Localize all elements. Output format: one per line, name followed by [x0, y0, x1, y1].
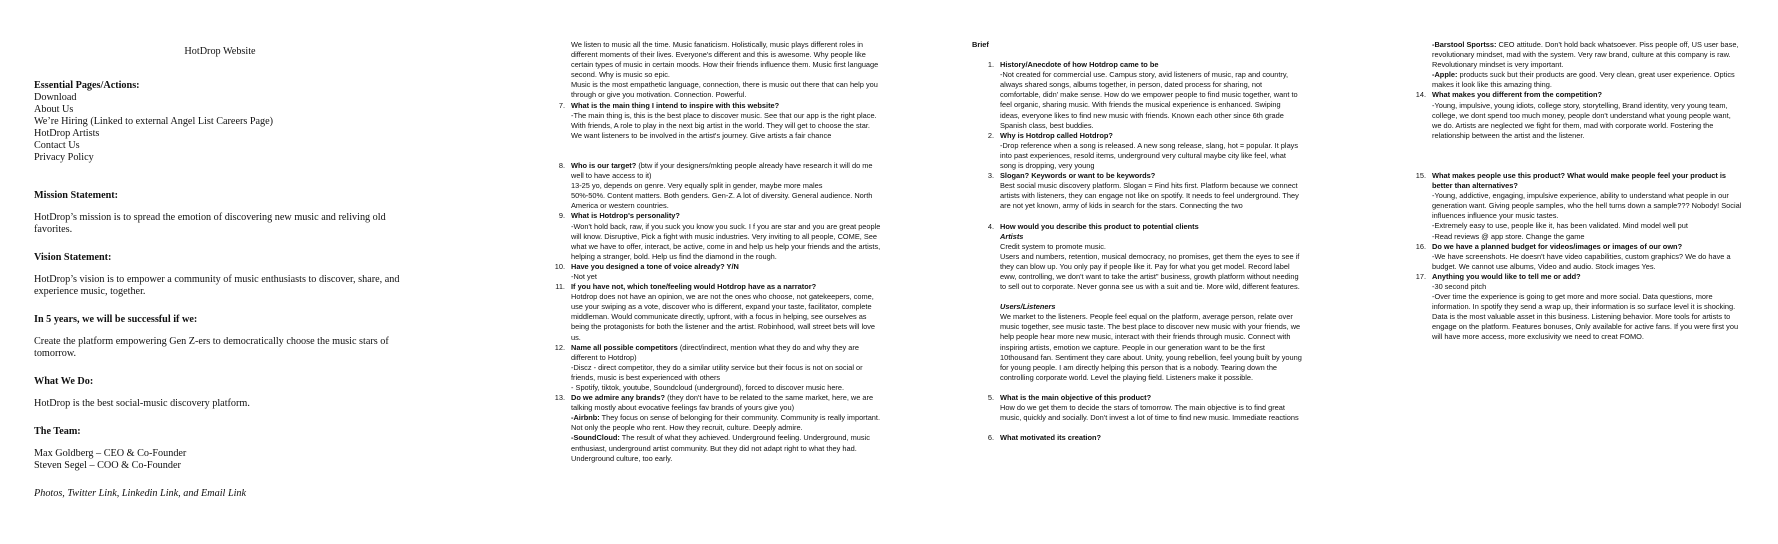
answer-text: -Won't hold back, raw, if you suck you know you suck. I f you are star and you are great people will know. Disruptive, Pick a fight with music industries. Very inviting to all people, COME, See what we have to offer, interact, be active, come in and help us help your friends and the artists, helping a stranger, bold. Help us find the diamond in the rough.: [571, 221, 881, 261]
essential-item: About Us: [34, 104, 74, 115]
question-6: 6. What motivated its creation?: [972, 433, 1302, 443]
question-text: History/Anecdote of how Hotdrop came to be: [1000, 60, 1159, 70]
question-13: 13. Do we admire any brands? (they don't have to be related to the same market, here, we are talking mostly about evocative feelings fav brands of yours give you) -Airbnb: They focus on sense of belonging for their community. Community is really important. Not only the people who rent. How they recruit, culture. Deeply admire. -SoundCloud: The result of what they achieved. Underground feeling. Underground, music enthusiast, underground artist community. But they did not adapt right to what they had. Underground culture, too early.: [554, 393, 881, 463]
question-15: 15. What makes people use this product? What would make people feel your product is better than alternatives? -Young, addictive, engaging, impulsive experience, ability to understand what people in our generation want. Giving people samples, who the hell turns down a sample??? Nobody! Social influences influence your music tastes. -Extremely easy to use, people like it, has been validated. Mind model well put -Read reviews @ app store. Change the game: [1415, 170, 1742, 241]
brand-apple: [1412, 70, 1742, 90]
brand-label: -SoundCloud:: [571, 433, 620, 443]
answer-text: -Young, addictive, engaging, impulsive experience, ability to understand what people in our generation want. Giving people samples, who the hell turns down a sample??? Nobody! Social influences influence your music tastes. -Extremely easy to use, people like it, has been validated. Mind model well put -Read reviews @ app store. Change the game: [1432, 191, 1742, 241]
artists-label: Artists: [1000, 231, 1024, 241]
question-text: Slogan? Keywords or want to be keywords?: [1000, 171, 1156, 181]
page-website-outline: [0, 0, 440, 544]
question-text: If you have not, which tone/feeling would Hotdrop have as a narrator?: [571, 282, 817, 292]
brand-label: -Apple:: [1432, 70, 1458, 80]
answer-text: Best social music discovery platform. Slogan = Find hits first. Platform because we connect artists with listeners, they can engage not like on spotify. It needs to feel underground. They are not yet known, army of kids in search for the stars. Connecting the two: [1000, 181, 1299, 211]
question-text: How would you describe this product to potential clients: [1000, 221, 1199, 231]
success-heading: In 5 years, we will be successful if we:: [34, 314, 198, 325]
answer-text: -Young, impulsive, young idiots, college story, storytelling, Brand identity, very young team, college, we dont spend too much money, people don't understand what young people want, we do. Artists are neglected we fight for them, mad with corporate world. Fostering the relationship between the artist and the listener.: [1432, 100, 1731, 140]
answer-text: -Not created for commercial use. Campus story, avid listeners of music, rap and country, always shared songs, albums together, in person, dated process for sharing, not comfortable, didn' make sense. How do we empower people to find music together, want to feel organic, sharing music. With friends the musical experience is enhanced. Swiping ideas, everyone likes to find new music with friends. Known each other since 6th grade Spanish class, best buddies.: [1000, 70, 1298, 130]
question-16: 16. Do we have a planned budget for videos/images or images of our own? -We have screenshots. He doesn't have video capabilities, custom graphics? We do have a budget. We cannot use albums, Video and audio. Stock images Yes.: [1412, 242, 1742, 272]
question-4: 4. How would you describe this product to potential clients Artists Credit system to promote music. Users and numbers, retention, musical democracy, no promises, get them the eyes to see if they can blow up. You only pay if people like it. Pay for what you get model. Record label eww, controlling, we don't want to take the artist" business, growth platform without needing to sell out to corporate. Never gonna see us with a suit and tie. More wild, different features. Users/Listeners We market to the listeners. People feel equal on the platform, average person, relate over music together, see music taste. The best place to discover new music with your friends, we help people hear more new music, interact with their friends through music. Connect with inspiring artists, emotion we capture. People in our generation want to be the first 10thousand fan. Sentiment they care about. Unity, young rebellion, feel young built by young for young people. I am directly helping this person that is a nobody. Tearing down the controlling corporate world. Level the playing field. Listeners make it possible.: [987, 221, 1302, 382]
question-text: What motivated its creation?: [1000, 433, 1102, 443]
essential-item: Download: [34, 92, 77, 103]
question-12: 12. Name all possible competitors (direct/indirect, mention what they do and why they are different to Hotdrop) -Discz - direct competitor, they do a similar utility service but their focus is not on social or friends, music is best experienced with others - Spotify, tiktok, youtube, Soundcloud (underground), forced to discover music here.: [551, 343, 881, 393]
question-5: 5. What is the main objective of this product? How do we get them to decide the stars of tomorrow. The main objective is to find great music, quickly and socially. Don't invest a lot of time to find new music. Immediate reactions: [972, 393, 1302, 423]
answer-text: -Not yet: [571, 271, 597, 281]
question-text: Do we have a planned budget for videos/images or images of our own?: [1432, 241, 1683, 251]
question-10: 10. Have you designed a tone of voice already? Y/N -Not yet: [551, 262, 881, 282]
answer-text: -Discz - direct competitor, they do a similar utility service but their focus is not on social or friends, music is best experienced with others - Spotify, tiktok, youtube, Soundcloud (underground), forced to discover music here.: [571, 362, 863, 392]
essential-item: We’re Hiring (Linked to external Angel List Careers Page): [34, 116, 274, 127]
question-14: 14. What makes you different from the competition? -Young, impulsive, young idiots, college story, storytelling, Brand identity, very young team, college, we dont spend too much money, people don't understand what young people want, we do. Artists are neglected we fight for them, mad with corporate world. Fostering the relationship between the artist and the listener.: [1412, 90, 1742, 140]
question-1: 1. History/Anecdote of how Hotdrop came to be -Not created for commercial use. Campus story, avid listeners of music, rap and country, always shared songs, albums together, in person, dated process for sharing, not comfortable, didn' make sense. How do we empower people to find music together, want to feel organic, sharing music. With friends the musical experience is enhanced. Swiping ideas, everyone likes to find new music with friends. Known each other since 6th grade Spanish class, best buddies.: [972, 60, 1302, 131]
essential-item: Privacy Policy: [34, 152, 94, 163]
question-11: 11. If you have not, which tone/feeling would Hotdrop have as a narrator? Hotdrop does not have an opinion, we are not the ones who choose, not gatekeepers, come, use your swiping as a vote, discover who is different, expand your taste, facilitator, complete middleman. Would communicate directly, upfront, with a focus in helping, see ourselves as being the protagonists for both the listener and the artist. Robinhood, wall street bets will love us.: [551, 282, 881, 343]
whatwedo-text: HotDrop is the best social-music discovery platform.: [34, 398, 250, 409]
users-label: Users/Listeners: [1000, 302, 1056, 312]
question-text: What makes you different from the competition?: [1432, 90, 1602, 100]
question-note: (btw if your designers/mkting people already have research it will do me well to have access to it): [571, 160, 873, 181]
brand-text: The result of what they achieved. Underground feeling. Underground, music enthusiast, underground artist community. But they did not adapt right to what they had. Underground culture, too early.: [571, 433, 870, 463]
brand-text: products suck but their products are good. Very clean, great user experience. Optics makes it look like this amazing thing.: [1432, 70, 1735, 90]
question-3: 3. Slogan? Keywords or want to be keywords? Best social music discovery platform. Slogan = Find hits first. Platform because we connect artists with listeners, they can engage not like on spotify. It needs to feel underground. They are not yet known, army of kids in search for the stars. Connecting the two: [972, 171, 1302, 211]
essential-item: Contact Us: [34, 140, 80, 151]
answer-text: -We have screenshots. He doesn't have video capabilities, custom graphics? We do have a budget. We cannot use albums, Video and audio. Stock images Yes.: [1432, 251, 1731, 271]
answer-text: Credit system to promote music. Users and numbers, retention, musical democracy, no promises, get them the eyes to see if they can blow up. You only pay if people like it. Pay for what you get model. Record label eww, controlling, we don't want to take the artist" business, growth platform without needing to sell out to corporate. Never gonna see us with a suit and tie. More wild, different features.: [1000, 241, 1300, 292]
brand-text: CEO attitude. Don't hold back whatsoever. Piss people off, US user base, revolutionary mindset, mad with the system. Very raw brand, culture at this company is raw. Revolutionary mindset is very important.: [1432, 40, 1739, 70]
brand-label: -Airbnb:: [571, 413, 600, 423]
question-text: Name all possible competitors: [571, 342, 678, 352]
answer-text: Hotdrop does not have an opinion, we are not the ones who choose, not gatekeepers, come, use your swiping as a vote, discover who is different, expand your taste, facilitator, complete middleman. Would communicate directly, upfront, with a focus in helping, see ourselves as being the protagonists for both the listener and the artist. Robinhood, wall street bets will love us.: [571, 292, 876, 342]
page-title: HotDrop Website: [184, 46, 256, 57]
question-text: Anything you would like to tell me or add?: [1432, 271, 1581, 281]
whatwedo-heading: What We Do:: [34, 376, 94, 387]
brand-barstool: [1412, 40, 1742, 70]
question-text: What is the main thing I intend to inspire with this website?: [571, 100, 780, 110]
question-text: Why is Hotdrop called Hotdrop?: [1000, 130, 1113, 140]
footer-note: Photos, Twitter Link, Linkedin Link, and Email Link: [34, 488, 247, 499]
answer-text: 13-25 yo, depends on genre. Very equally split in gender, maybe more males 50%-50%. Content matters. Both genders. Gen-Z. A lot of diversity. General audience. North America or western countries.: [571, 181, 873, 211]
question-text: What is the main objective of this product?: [1000, 392, 1152, 402]
mission-heading: Mission Statement:: [34, 190, 119, 201]
question-text: Have you designed a tone of voice already? Y/N: [571, 261, 739, 271]
answer-text: -The main thing is, this is the best place to discover music. See that our app is the right place. With friends, A role to play in the next big artist in the world. They will get to choose the star. We want listeners to be involved in the artist's journey. Give artists a fair chance: [571, 110, 877, 140]
team-member: Steven Segel – COO & Co-Founder: [34, 460, 181, 471]
success-text: Create the platform empowering Gen Z-ers to democratically choose the music stars of tomorrow.: [34, 336, 389, 359]
question-text: Do we admire any brands?: [571, 393, 666, 403]
team-heading: The Team:: [34, 426, 81, 437]
vision-heading: Vision Statement:: [34, 252, 112, 263]
question-text: Who is our target?: [571, 160, 637, 170]
question-17: 17. Anything you would like to tell me or add? -30 second pitch -Over time the experience is going to get more and more social. Data questions, more information. In spotify they send a wrap up, their information is so surface level it is shocking. Data is the most valuable asset in this business. Listening behavior. More tools for artists to engage on the platform. Features bonuses, Only available for active fans. If you were first you will have more access, more exclusivity we need to creat FOMO.: [1412, 272, 1742, 343]
question-8: 8. Who is our target? (btw if your designers/mkting people already have research it will do me well to have access to it) 13-25 yo, depends on genre. Very equally split in gender, maybe more males 50%-50%. Content matters. Both genders. Gen-Z. A lot of diversity. General audience. North America or western countries.: [551, 161, 881, 211]
answer-text: -Drop reference when a song is released. A new song release, slang, hot = popular. It plays into past experiences, resold items, underground very cultural maybe city like feel, what song is dropping, very young: [1000, 140, 1299, 171]
question-text: What makes people use this product? What would make people feel your product is better than alternatives?: [1432, 170, 1727, 191]
essential-section: [34, 80, 406, 164]
answer-text: How do we get them to decide the stars of tomorrow. The main objective is to find great music, quickly and socially. Don't invest a lot of time to find new music. Immediate reactions: [1000, 403, 1299, 423]
question-9: 9. What is Hotdrop's personality? -Won't hold back, raw, if you suck you know you suck. I f you are star and you are great people will know. Disruptive, Pick a fight with music industries. Very inviting to all people, COME, See what we have to offer, interact, be active, come in and help us help your friends and the artists, helping a stranger, bold. Help us find the diamond in the rough.: [558, 211, 881, 261]
brand-text: They focus on sense of belonging for their community. Community is really important. Not only the people who rent. How they recruit, culture. Deeply admire.: [571, 413, 881, 433]
essential-item: HotDrop Artists: [34, 128, 100, 139]
team-list: [34, 448, 406, 472]
question-7: 7. What is the main thing I intend to inspire with this website? -The main thing is, this is the best place to discover music. See that our app is the right place. With friends, A role to play in the next big artist in the world. They will get to choose the star. We want listeners to be involved in the artist's journey. Give artists a fair chance: [551, 101, 881, 141]
question-text: What is Hotdrop's personality?: [571, 211, 680, 221]
question-note: (direct/indirect, mention what they do and why they are different to Hotdrop): [571, 342, 859, 362]
brand-label: -Barstool Sportss:: [1432, 40, 1497, 49]
lead-paragraph: We listen to music all the time. Music fanaticism. Holistically, music plays different roles in different moments of their lives. Everyone's different and this is awesome. Why people like certain types of music in certain moods. How their friends influence them. Music first language second. Why is music so epic. Music is the most empathetic language, connection, there is music out there that can help you through or give you motivation. Connection. Powerful.: [571, 40, 879, 100]
page-brief-part-1: [972, 0, 1302, 544]
question-note: (they don't have to be related to the same market, here, we are talking mostly about evocative feelings fav brands of yours give you): [571, 393, 874, 413]
page-brief-part-2: [551, 0, 881, 544]
vision-text: HotDrop’s vision is to empower a community of music enthusiasts to discover, share, and experience music, together.: [34, 274, 400, 297]
brief-heading: Brief: [972, 40, 989, 49]
essential-heading: Essential Pages/Actions:: [34, 80, 140, 91]
answer-text: -30 second pitch -Over time the experience is going to get more and more social. Data questions, more information. In spotify they send a wrap up, their information is so surface level it is shocking. Data is the most valuable asset in this business. Listening behavior. More tools for artists to engage on the platform. Features bonuses, Only available for active fans. If you were first you will have more access, more exclusivity we need to creat FOMO.: [1432, 281, 1739, 342]
answer-text: We market to the listeners. People feel equal on the platform, average person, relate over music together, see music taste. The best place to discover new music with your friends, we help people hear more new music, interact with their friends through music. Connect with inspiring artists, emotion we capture. People in our generation want to be the first 10thousand fan. Sentiment they care about. Unity, young rebellion, feel young built by young for young people. I am directly helping this person that is a nobody. Tearing down the controlling corporate world. Level the playing field. Listeners make it possible.: [1000, 312, 1302, 382]
question-2: 2. Why is Hotdrop called Hotdrop? -Drop reference when a song is released. A new song release, slang, hot = popular. It plays into past experiences, resold items, underground very cultural maybe city like feel, what song is dropping, very young: [972, 131, 1302, 171]
mission-text: HotDrop’s mission is to spread the emotion of discovering new music and reliving old favorites.: [34, 212, 386, 235]
team-member: Max Goldberg – CEO & Co-Founder: [34, 448, 187, 459]
page-brief-part-3: [1412, 0, 1742, 544]
